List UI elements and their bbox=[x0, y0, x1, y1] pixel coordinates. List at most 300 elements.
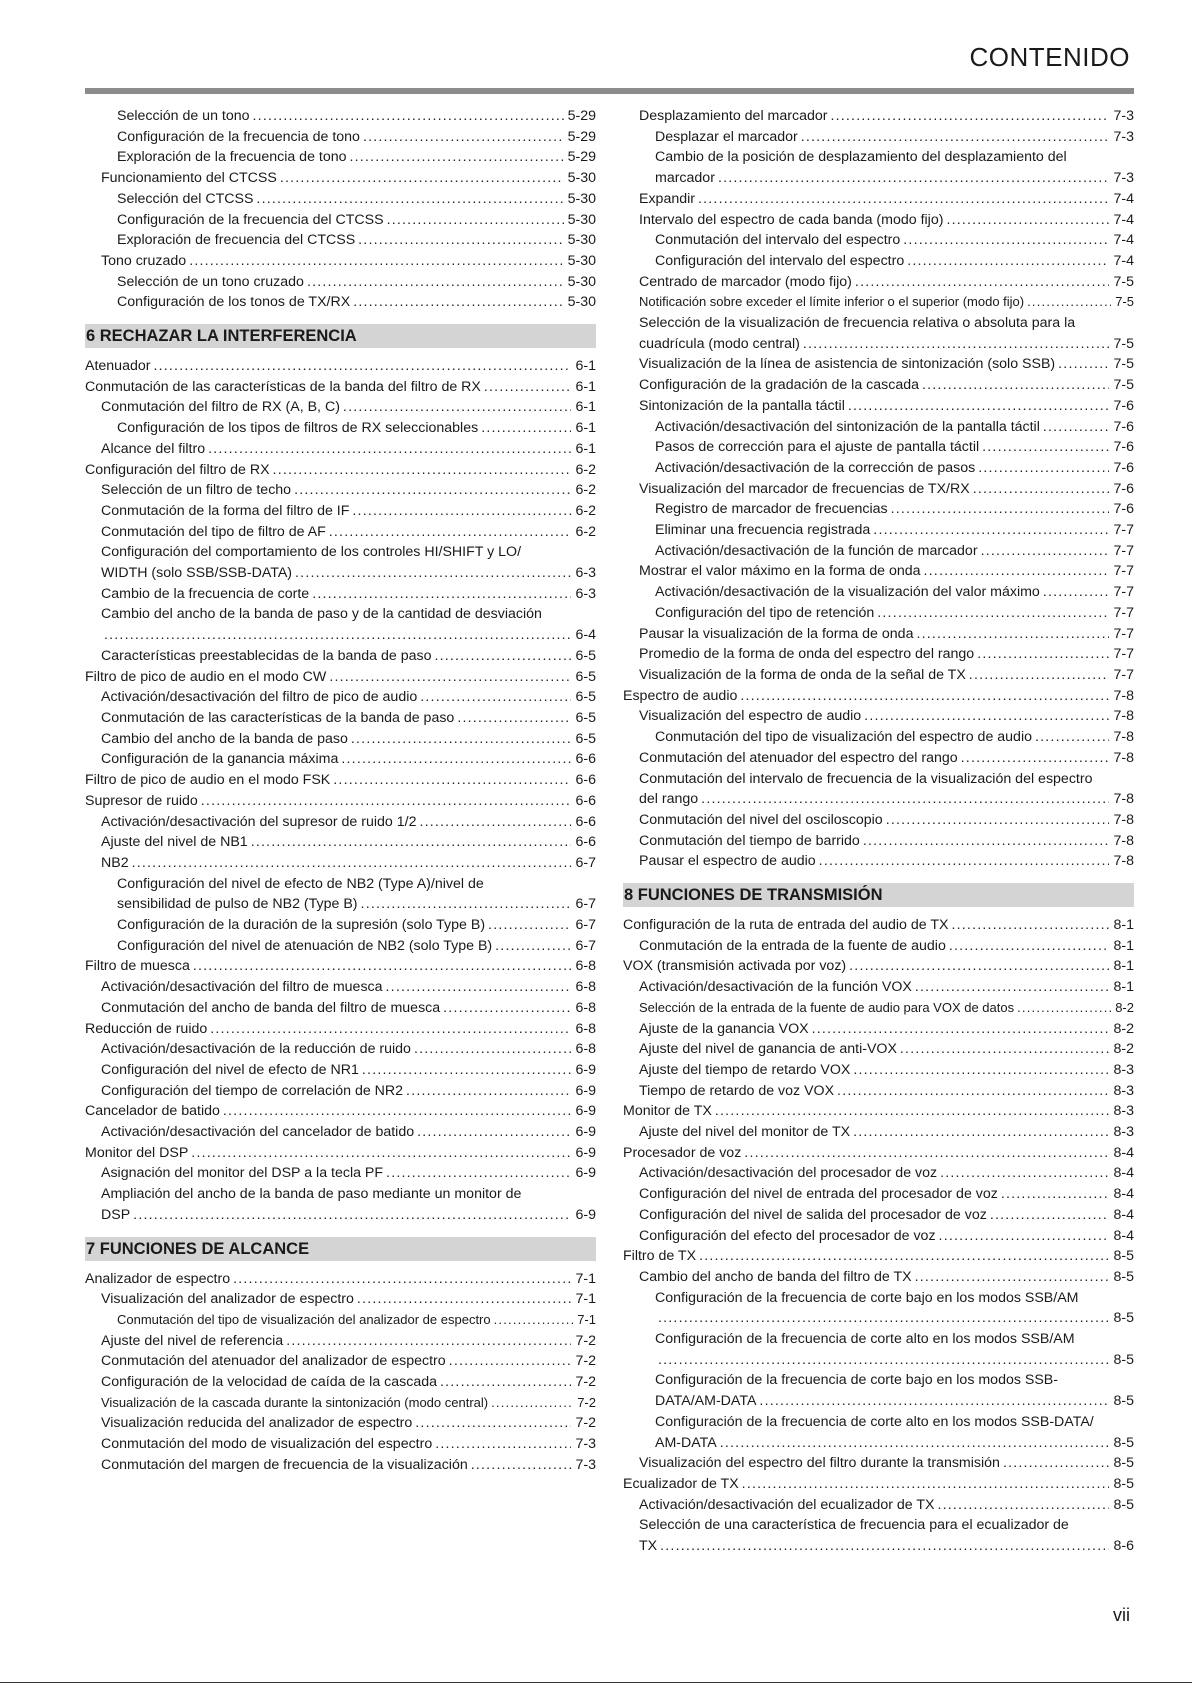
toc-entry-page: 6-6 bbox=[575, 813, 596, 830]
toc-entry-label: Pausar el espectro de audio bbox=[639, 853, 816, 870]
toc-entry[interactable] bbox=[85, 1351, 596, 1372]
toc-entry[interactable] bbox=[623, 375, 1134, 396]
toc-entry[interactable] bbox=[623, 727, 1134, 748]
toc-entry-label: Configuración del efecto del procesador de voz bbox=[639, 1227, 936, 1244]
toc-entry-text: Cambio de la posición de desplazamiento del desplazamiento del bbox=[655, 149, 1067, 166]
toc-entry[interactable] bbox=[623, 106, 1134, 127]
dot-leader bbox=[333, 770, 571, 791]
toc-entry-page: 7-3 bbox=[1113, 128, 1134, 145]
toc-entry-page: 8-2 bbox=[1115, 999, 1134, 1015]
dot-leader bbox=[343, 397, 572, 418]
toc-entry-page: 7-8 bbox=[1113, 729, 1134, 746]
dot-leader bbox=[420, 687, 571, 708]
toc-entry[interactable] bbox=[85, 1393, 596, 1414]
toc-entry[interactable] bbox=[623, 1060, 1134, 1081]
toc-entry-label: Cancelador de batido bbox=[85, 1103, 220, 1120]
dot-leader bbox=[939, 1226, 1110, 1247]
toc-entry-page: 6-8 bbox=[575, 979, 596, 996]
toc-entry-label: Conmutación del modo de visualización del espectro bbox=[101, 1436, 433, 1453]
toc-entry-page: 7-1 bbox=[575, 1291, 596, 1308]
toc-entry[interactable] bbox=[85, 956, 596, 977]
dot-leader bbox=[363, 127, 564, 148]
toc-entry-label: Selección de un tono bbox=[117, 108, 250, 124]
toc-entry[interactable] bbox=[623, 936, 1134, 957]
toc-entry[interactable] bbox=[623, 210, 1134, 231]
toc-entry-page: 6-1 bbox=[575, 420, 596, 437]
toc-entry-label: Tono cruzado bbox=[101, 252, 187, 269]
toc-entry[interactable] bbox=[623, 1184, 1134, 1205]
toc-entry[interactable] bbox=[623, 168, 1134, 189]
dot-leader bbox=[837, 1081, 1109, 1102]
toc-entry[interactable] bbox=[623, 230, 1134, 251]
toc-entry[interactable] bbox=[85, 563, 596, 584]
dot-leader bbox=[952, 915, 1110, 936]
dot-leader bbox=[435, 1434, 571, 1455]
toc-entry[interactable] bbox=[623, 748, 1134, 769]
toc-entry[interactable] bbox=[623, 1101, 1134, 1122]
toc-entry-page: 6-2 bbox=[575, 502, 596, 519]
toc-entry-page: 6-7 bbox=[575, 896, 596, 913]
toc-entry-page: 8-4 bbox=[1113, 1227, 1134, 1244]
toc-entry-label: Ajuste del nivel de NB1 bbox=[101, 834, 248, 851]
toc-entry-page: 6-2 bbox=[575, 482, 596, 499]
toc-entry-label: Cambio del ancho de banda del filtro de TX bbox=[639, 1268, 912, 1285]
toc-entry[interactable] bbox=[623, 915, 1134, 936]
toc-entry-page: 7-8 bbox=[1113, 791, 1134, 808]
toc-entry[interactable] bbox=[85, 251, 596, 272]
toc-entry-page: 7-2 bbox=[575, 1415, 596, 1432]
toc-entry[interactable] bbox=[85, 189, 596, 210]
dot-leader bbox=[280, 168, 564, 189]
toc-entry[interactable] bbox=[85, 397, 596, 418]
dot-leader bbox=[1035, 727, 1109, 748]
dot-leader bbox=[210, 1019, 571, 1040]
toc-entry-page: 8-5 bbox=[1113, 1268, 1134, 1285]
dot-leader bbox=[907, 251, 1109, 272]
toc-entry[interactable] bbox=[85, 439, 596, 460]
dot-leader bbox=[484, 377, 572, 398]
toc-entry[interactable] bbox=[623, 417, 1134, 438]
page-title: CONTENIDO bbox=[969, 42, 1130, 72]
toc-entry-page: 7-3 bbox=[575, 1456, 596, 1473]
toc-entry[interactable] bbox=[85, 106, 596, 127]
toc-entry-page: 7-8 bbox=[1113, 708, 1134, 725]
toc-entry-page: 7-7 bbox=[1113, 646, 1134, 663]
toc-entry[interactable] bbox=[623, 810, 1134, 831]
toc-entry-label: Expandir bbox=[639, 190, 695, 207]
toc-entry[interactable] bbox=[623, 1536, 1134, 1557]
toc-entry[interactable] bbox=[623, 541, 1134, 562]
toc-entry[interactable] bbox=[623, 479, 1134, 500]
toc-entry-page: 7-4 bbox=[1113, 252, 1134, 269]
dot-leader bbox=[329, 522, 572, 543]
toc-entry[interactable] bbox=[623, 998, 1134, 1019]
toc-entry-page: 6-8 bbox=[575, 999, 596, 1016]
toc-entry[interactable] bbox=[623, 1474, 1134, 1495]
toc-entry-page: 7-4 bbox=[1113, 190, 1134, 207]
toc-entry[interactable] bbox=[85, 460, 596, 481]
toc-entry[interactable] bbox=[623, 1039, 1134, 1060]
toc-entry[interactable] bbox=[85, 998, 596, 1019]
toc-entry[interactable] bbox=[85, 936, 596, 957]
toc-entry-page: 8-6 bbox=[1113, 1538, 1134, 1555]
toc-entry-label: Conmutación de la forma del filtro de IF bbox=[101, 502, 350, 519]
toc-entry[interactable] bbox=[85, 853, 596, 874]
toc-entry[interactable] bbox=[623, 354, 1134, 375]
toc-entry[interactable] bbox=[85, 272, 596, 293]
toc-entry[interactable] bbox=[623, 624, 1134, 645]
toc-entry[interactable] bbox=[85, 584, 596, 605]
toc-entry[interactable] bbox=[85, 127, 596, 148]
dot-leader bbox=[1043, 417, 1110, 438]
toc-entry[interactable] bbox=[85, 377, 596, 398]
toc-entry[interactable] bbox=[623, 334, 1134, 355]
toc-entry-page: 8-1 bbox=[1113, 958, 1134, 975]
toc-entry-label: Filtro de TX bbox=[623, 1248, 697, 1265]
dot-leader bbox=[937, 1495, 1109, 1516]
dot-leader bbox=[1027, 292, 1111, 313]
toc-entry-text: Selección de la visualización de frecuencia relativa o absoluta para la bbox=[639, 315, 1076, 332]
page-number: vii bbox=[1113, 1605, 1130, 1625]
toc-entry[interactable] bbox=[623, 582, 1134, 603]
toc-entry-label: Eliminar una frecuencia registrada bbox=[655, 522, 871, 539]
dot-leader bbox=[916, 624, 1109, 645]
toc-entry-page: 6-3 bbox=[575, 585, 596, 602]
toc-entry-page: 7-6 bbox=[1113, 397, 1134, 414]
toc-entry-text: Configuración del nivel de efecto de NB2 (Type A)/nivel de bbox=[117, 875, 484, 892]
toc-entry-label: Centrado de marcador (modo fijo) bbox=[639, 273, 852, 290]
toc-entry[interactable] bbox=[85, 147, 596, 168]
toc-entry[interactable] bbox=[623, 458, 1134, 479]
toc-entry-label: Configuración de los tipos de filtros de RX seleccionables bbox=[117, 420, 479, 437]
toc-entry[interactable] bbox=[623, 1122, 1134, 1143]
toc-entry[interactable] bbox=[623, 251, 1134, 272]
toc-entry-page: 7-2 bbox=[577, 1394, 596, 1410]
toc-entry-label: Ajuste de la ganancia VOX bbox=[639, 1020, 809, 1037]
toc-entry-page: 7-5 bbox=[1113, 356, 1134, 373]
toc-entry[interactable] bbox=[85, 1163, 596, 1184]
toc-entry-label: Configuración del intervalo del espectro bbox=[655, 252, 905, 269]
toc-entry[interactable] bbox=[623, 665, 1134, 686]
toc-entry[interactable] bbox=[623, 1226, 1134, 1247]
toc-entry[interactable] bbox=[623, 1308, 1134, 1329]
toc-entry-label: Activación/desactivación de la función de marcador bbox=[655, 542, 978, 559]
toc-entry-label: Intervalo del espectro de cada banda (modo fijo) bbox=[639, 211, 944, 228]
toc-entry[interactable] bbox=[85, 1289, 596, 1310]
toc-entry[interactable] bbox=[85, 210, 596, 231]
toc-entry-label: Selección de un tono cruzado bbox=[117, 273, 304, 290]
toc-entry[interactable] bbox=[85, 1331, 596, 1352]
toc-entry-label: VOX (transmisión activada por voz) bbox=[623, 958, 847, 975]
toc-entry[interactable] bbox=[623, 561, 1134, 582]
toc-entry-label: Cambio del ancho de la banda de paso bbox=[101, 730, 348, 747]
toc-entry[interactable] bbox=[623, 1267, 1134, 1288]
toc-entry[interactable] bbox=[623, 189, 1134, 210]
section-heading: 7 FUNCIONES DE ALCANCE bbox=[85, 1237, 596, 1261]
dot-leader bbox=[969, 665, 1110, 686]
toc-entry-label: Visualización del marcador de frecuencias de TX/RX bbox=[639, 480, 970, 497]
toc-entry[interactable] bbox=[85, 1019, 596, 1040]
toc-entry[interactable] bbox=[623, 1350, 1134, 1371]
dot-leader bbox=[358, 230, 563, 251]
toc-entry-label: Visualización reducida del analizador de espectro bbox=[101, 1415, 413, 1432]
toc-entry-page: 8-2 bbox=[1113, 1020, 1134, 1037]
dot-leader bbox=[819, 851, 1110, 872]
toc-entry-page: 8-4 bbox=[1113, 1144, 1134, 1161]
toc-entry-page: 5-29 bbox=[567, 108, 596, 124]
toc-entry-label: Activación/desactivación de la función VOX bbox=[639, 979, 912, 996]
dot-leader bbox=[803, 334, 1110, 355]
dot-leader bbox=[488, 915, 571, 936]
toc-entry[interactable] bbox=[623, 520, 1134, 541]
toc-entry-text: Configuración de la frecuencia de corte alto en los modos SSB/AM bbox=[655, 1331, 1075, 1348]
dot-leader bbox=[495, 936, 571, 957]
toc-entry[interactable] bbox=[85, 1372, 596, 1393]
toc-entry-page: 6-6 bbox=[575, 834, 596, 851]
section-heading: 6 RECHAZAR LA INTERFERENCIA bbox=[85, 324, 596, 348]
toc-entry[interactable] bbox=[623, 1453, 1134, 1474]
toc-entry[interactable] bbox=[85, 1081, 596, 1102]
toc-entry-page: 7-6 bbox=[1113, 439, 1134, 456]
dot-leader bbox=[233, 1269, 571, 1290]
dot-leader bbox=[977, 644, 1109, 665]
toc-entry-label: Conmutación del atenuador del analizador de espectro bbox=[101, 1353, 446, 1370]
dot-leader bbox=[978, 458, 1109, 479]
toc-entry[interactable] bbox=[85, 770, 596, 791]
section-heading: 8 FUNCIONES DE TRANSMISIÓN bbox=[623, 883, 1134, 907]
toc-entry-page: 5-30 bbox=[567, 211, 596, 228]
dot-leader bbox=[891, 499, 1110, 520]
toc-entry-page: 8-4 bbox=[1113, 1206, 1134, 1223]
toc-entry[interactable] bbox=[85, 687, 596, 708]
toc-entry[interactable] bbox=[85, 168, 596, 189]
toc-entry-label: NB2 bbox=[101, 854, 129, 871]
toc-entry[interactable] bbox=[85, 1143, 596, 1164]
toc-entry-page: 8-1 bbox=[1113, 917, 1134, 934]
toc-entry-label: Activación/desactivación del procesador de voz bbox=[639, 1165, 938, 1182]
dot-leader bbox=[256, 189, 563, 210]
toc-entry-page: 7-3 bbox=[575, 1436, 596, 1453]
toc-entry[interactable] bbox=[623, 272, 1134, 293]
toc-entry[interactable] bbox=[623, 1246, 1134, 1267]
toc-entry[interactable] bbox=[85, 708, 596, 729]
toc-entry-page: 6-2 bbox=[575, 461, 596, 478]
dot-leader bbox=[286, 1331, 571, 1352]
toc-entry-page: 7-4 bbox=[1113, 211, 1134, 228]
toc-entry[interactable] bbox=[85, 915, 596, 936]
toc-entry-page: 8-5 bbox=[1113, 1455, 1134, 1472]
dot-leader bbox=[720, 1433, 1110, 1454]
toc-entry-text: Conmutación del intervalo de frecuencia de la visualización del espectro bbox=[639, 770, 1093, 787]
dot-leader bbox=[658, 1350, 1109, 1371]
toc-entry-label: Configuración de la frecuencia de tono bbox=[117, 128, 360, 145]
toc-entry-page: 6-2 bbox=[575, 523, 596, 540]
dot-leader bbox=[961, 748, 1110, 769]
toc-entry-page: 8-2 bbox=[1113, 1041, 1134, 1058]
toc-entry[interactable] bbox=[85, 292, 596, 313]
toc-entry-label: Configuración de la velocidad de caída de la cascada bbox=[101, 1374, 437, 1391]
toc-entry[interactable] bbox=[85, 791, 596, 812]
toc-entry-page: 7-7 bbox=[1113, 522, 1134, 539]
toc-entry-page: 8-3 bbox=[1113, 1061, 1134, 1078]
toc-entry[interactable] bbox=[85, 1122, 596, 1143]
dot-leader bbox=[386, 1163, 571, 1184]
toc-entry-page: 6-6 bbox=[575, 792, 596, 809]
toc-entry-label: Visualización de la forma de onda de la señal de TX bbox=[639, 666, 966, 683]
toc-entry[interactable] bbox=[623, 1163, 1134, 1184]
toc-entry[interactable] bbox=[623, 603, 1134, 624]
dot-leader bbox=[740, 686, 1109, 707]
toc-entry[interactable] bbox=[85, 501, 596, 522]
toc-entry-label: DSP bbox=[101, 1206, 131, 1223]
toc-entry-label: TX bbox=[639, 1538, 658, 1555]
dot-leader bbox=[922, 375, 1109, 396]
dot-leader bbox=[104, 625, 571, 646]
toc-entry-page: 7-5 bbox=[1115, 294, 1134, 310]
dot-leader bbox=[1003, 1453, 1110, 1474]
dot-leader bbox=[900, 1039, 1110, 1060]
toc-entry[interactable] bbox=[623, 127, 1134, 148]
toc-entry[interactable] bbox=[85, 832, 596, 853]
toc-entry-page: 5-29 bbox=[567, 149, 596, 166]
toc-entry-page: 7-2 bbox=[575, 1353, 596, 1370]
toc-entry-page: 7-8 bbox=[1113, 853, 1134, 870]
toc-entry[interactable] bbox=[623, 831, 1134, 852]
toc-entry[interactable] bbox=[85, 1101, 596, 1122]
dot-leader bbox=[406, 1081, 571, 1102]
toc-entry[interactable] bbox=[623, 1019, 1134, 1040]
toc-entry[interactable] bbox=[85, 646, 596, 667]
toc-entry[interactable] bbox=[623, 1143, 1134, 1164]
dot-leader bbox=[414, 1039, 572, 1060]
toc-entry[interactable] bbox=[85, 356, 596, 377]
dot-leader bbox=[419, 812, 571, 833]
dot-leader bbox=[362, 1060, 572, 1081]
toc-entry-label: Características preestablecidas de la banda de paso bbox=[101, 647, 432, 664]
toc-entry-page: 6-6 bbox=[575, 772, 596, 789]
toc-entry[interactable] bbox=[623, 1391, 1134, 1412]
toc-entry[interactable] bbox=[85, 1205, 596, 1226]
toc-entry[interactable] bbox=[85, 667, 596, 688]
toc-entry-page: 6-9 bbox=[575, 1144, 596, 1161]
toc-entry-page: 6-4 bbox=[575, 627, 596, 644]
dot-leader bbox=[830, 106, 1109, 127]
dot-leader bbox=[853, 1060, 1109, 1081]
toc-entry-page: 7-5 bbox=[1113, 335, 1134, 352]
toc-entry[interactable] bbox=[85, 522, 596, 543]
toc-entry-label: Atenuador bbox=[85, 358, 151, 375]
toc-entry-label: Configuración del nivel de atenuación de NB2 (solo Type B) bbox=[117, 937, 493, 954]
toc-entry-label: Espectro de audio bbox=[623, 687, 738, 704]
toc-entry[interactable] bbox=[85, 812, 596, 833]
toc-entry[interactable] bbox=[85, 894, 596, 915]
dot-leader bbox=[457, 708, 571, 729]
dot-leader bbox=[949, 936, 1110, 957]
toc-entry-label: Asignación del monitor del DSP a la tecla PF bbox=[101, 1165, 384, 1182]
toc-entry[interactable] bbox=[623, 1081, 1134, 1102]
toc-entry[interactable] bbox=[85, 625, 596, 646]
toc-entry[interactable] bbox=[623, 1495, 1134, 1516]
toc-entry[interactable] bbox=[85, 1310, 596, 1331]
toc-entry[interactable] bbox=[85, 230, 596, 251]
toc-entry[interactable] bbox=[623, 706, 1134, 727]
dot-leader bbox=[387, 210, 564, 231]
dot-leader bbox=[133, 1205, 571, 1226]
toc-entry-label: Exploración de la frecuencia de tono bbox=[117, 149, 347, 166]
toc-entry-page: 8-5 bbox=[1113, 1393, 1134, 1410]
toc-entry[interactable] bbox=[623, 644, 1134, 665]
toc-entry[interactable] bbox=[623, 789, 1134, 810]
toc-entry[interactable] bbox=[85, 1039, 596, 1060]
toc-entry-label: Cambio de la frecuencia de corte bbox=[101, 585, 310, 602]
dot-leader bbox=[886, 810, 1110, 831]
toc-entry[interactable] bbox=[623, 956, 1134, 977]
toc-entry[interactable] bbox=[85, 749, 596, 770]
dot-leader bbox=[251, 832, 572, 853]
toc-entry[interactable] bbox=[623, 977, 1134, 998]
toc-entry-label: Conmutación del intervalo del espectro bbox=[655, 232, 901, 249]
toc-entry-page: 7-7 bbox=[1113, 563, 1134, 580]
toc-entry-label: Conmutación del tipo de filtro de AF bbox=[101, 523, 326, 540]
toc-entry-label: Configuración de la ruta de entrada del audio de TX bbox=[623, 917, 949, 934]
toc-entry[interactable] bbox=[623, 292, 1134, 313]
toc-entry-label: Promedio de la forma de onda del espectro del rango bbox=[639, 646, 975, 663]
toc-entry[interactable] bbox=[85, 1434, 596, 1455]
toc-entry-label: Activación/desactivación del supresor de ruido 1/2 bbox=[101, 813, 417, 830]
dot-leader bbox=[312, 584, 571, 605]
toc-entry[interactable] bbox=[85, 480, 596, 501]
toc-entry[interactable] bbox=[85, 1269, 596, 1290]
dot-leader bbox=[352, 501, 571, 522]
toc-entry-label: Selección del CTCSS bbox=[117, 190, 254, 207]
dot-leader bbox=[417, 1122, 571, 1143]
toc-entry[interactable] bbox=[623, 851, 1134, 872]
toc-entry[interactable] bbox=[85, 729, 596, 750]
toc-entry[interactable] bbox=[85, 1060, 596, 1081]
toc-entry[interactable] bbox=[85, 1455, 596, 1476]
toc-entry-label: Pausar la visualización de la forma de onda bbox=[639, 625, 914, 642]
toc-entry[interactable] bbox=[623, 686, 1134, 707]
toc-entry[interactable] bbox=[623, 396, 1134, 417]
toc-entry-label: Conmutación del margen de frecuencia de la visualización bbox=[101, 1456, 468, 1473]
toc-entry[interactable] bbox=[623, 437, 1134, 458]
toc-entry[interactable] bbox=[623, 1205, 1134, 1226]
toc-entry[interactable] bbox=[623, 499, 1134, 520]
dot-leader bbox=[915, 1267, 1110, 1288]
toc-entry[interactable] bbox=[85, 1413, 596, 1434]
dot-leader bbox=[915, 977, 1110, 998]
toc-entry[interactable] bbox=[623, 1433, 1134, 1454]
dot-leader bbox=[924, 561, 1110, 582]
toc-entry-label: Ajuste del tiempo de retardo VOX bbox=[639, 1061, 851, 1078]
toc-entry-label: Activación/desactivación de la corrección de pasos bbox=[655, 459, 976, 476]
toc-entry-page: 8-5 bbox=[1113, 1310, 1134, 1327]
toc-entry-text: Ampliación del ancho de la banda de paso mediante un monitor de bbox=[101, 1186, 522, 1203]
toc-entry-page: 6-9 bbox=[575, 1082, 596, 1099]
toc-entry-page: 6-1 bbox=[575, 378, 596, 395]
toc-entry-label: Activación/desactivación del filtro de pico de audio bbox=[101, 689, 418, 706]
toc-entry-page: 8-5 bbox=[1113, 1248, 1134, 1265]
toc-entry-page: 6-3 bbox=[575, 565, 596, 582]
toc-entry-label: Filtro de muesca bbox=[85, 958, 190, 975]
toc-entry[interactable] bbox=[85, 418, 596, 439]
toc-entry-label: Configuración del filtro de RX bbox=[85, 461, 270, 478]
toc-entry[interactable] bbox=[85, 977, 596, 998]
toc-entry-label: Configuración del nivel de entrada del procesador de voz bbox=[639, 1186, 998, 1203]
dot-leader bbox=[990, 1205, 1110, 1226]
toc-entry-label: Configuración de la gradación de la cascada bbox=[639, 377, 919, 394]
toc-entry-label: Visualización de la cascada durante la sintonización (modo central) bbox=[101, 1394, 489, 1410]
